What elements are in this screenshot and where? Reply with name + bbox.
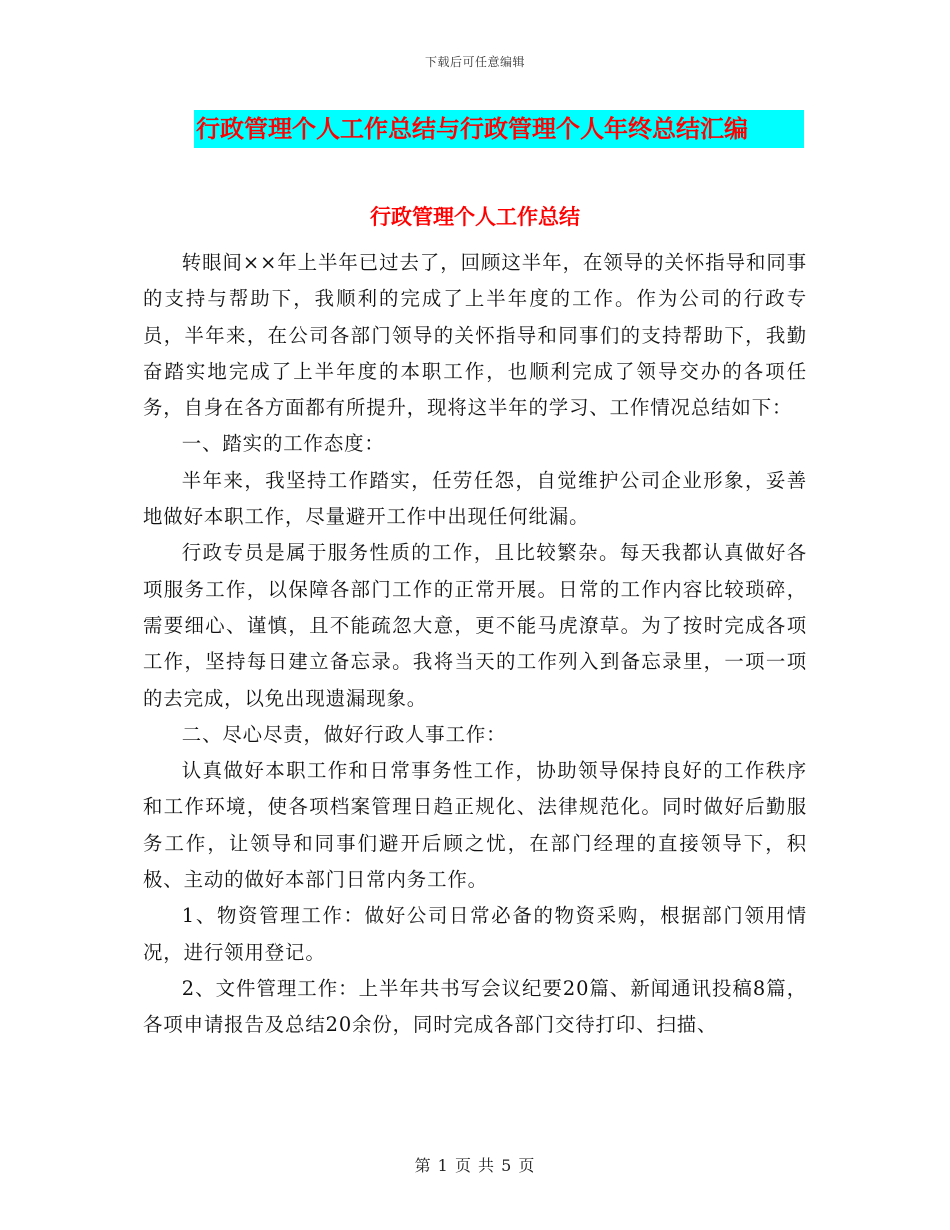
section-title: 行政管理个人工作总结 — [370, 205, 580, 229]
paragraph-attitude: 半年来，我坚持工作踏实，任劳任怨，自觉维护公司企业形象，妥善地做好本职工作，尽量避开工作中出现任何纰漏。 — [143, 468, 807, 529]
paragraph-service: 行政专员是属于服务性质的工作，且比较繁杂。每天我都认真做好各项服务工作，以保障各部门工作的正常开展。日常的工作内容比较琐碎，需要细心、谨慎，且不能疏忽大意，更不能马虎潦草。为了按时完成各项工作，坚持每日建立备忘录。我将当天的工作列入到备忘录里，一项一项的去完成，以免出现遗漏现象。 — [143, 541, 807, 710]
paragraph-materials: 1、物资管理工作：做好公司日常必备的物资采购，根据部门领用情况，进行领用登记。 — [143, 904, 807, 964]
page-number-footer: 第 1 页 共 5 页 — [414, 1156, 536, 1175]
paragraph-intro: 转眼间××年上半年已过去了，回顾这半年，在领导的关怀指导和同事的支持与帮助下，我顺利的完成了上半年度的工作。作为公司的行政专员，半年来，在公司各部门领导的关怀指导和同事们的支持帮助下，我勤奋踏实地完成了上半年度的本职工作，也顺利完成了领导交办的各项任务，自身在各方面都有所提升，现将这半年的学习、工作情况总结如下： — [143, 251, 807, 420]
paragraph-duties: 认真做好本职工作和日常事务性工作，协助领导保持良好的工作秩序和工作环境，使各项档案管理日趋正规化、法律规范化。同时做好后勤服务工作，让领导和同事们避开后顾之忧，在部门经理的直接领导下，积极、主动的做好本部门日常内务工作。 — [143, 759, 807, 892]
main-title-highlight — [194, 110, 804, 148]
document-body — [143, 245, 807, 1044]
main-title: 行政管理个人工作总结与行政管理个人年终总结汇编 — [196, 115, 748, 143]
heading-attitude: 一、踏实的工作态度： — [181, 432, 385, 456]
heading-duties: 二、尽心尽责，做好行政人事工作： — [181, 722, 507, 746]
paragraph-documents: 2、文件管理工作：上半年共书写会议纪要20篇、新闻通讯投稿8篇，各项申请报告及总结20余份，同时完成各部门交待打印、扫描、 — [143, 976, 807, 1037]
page-header-note: 下载后可任意编辑 — [424, 55, 525, 69]
